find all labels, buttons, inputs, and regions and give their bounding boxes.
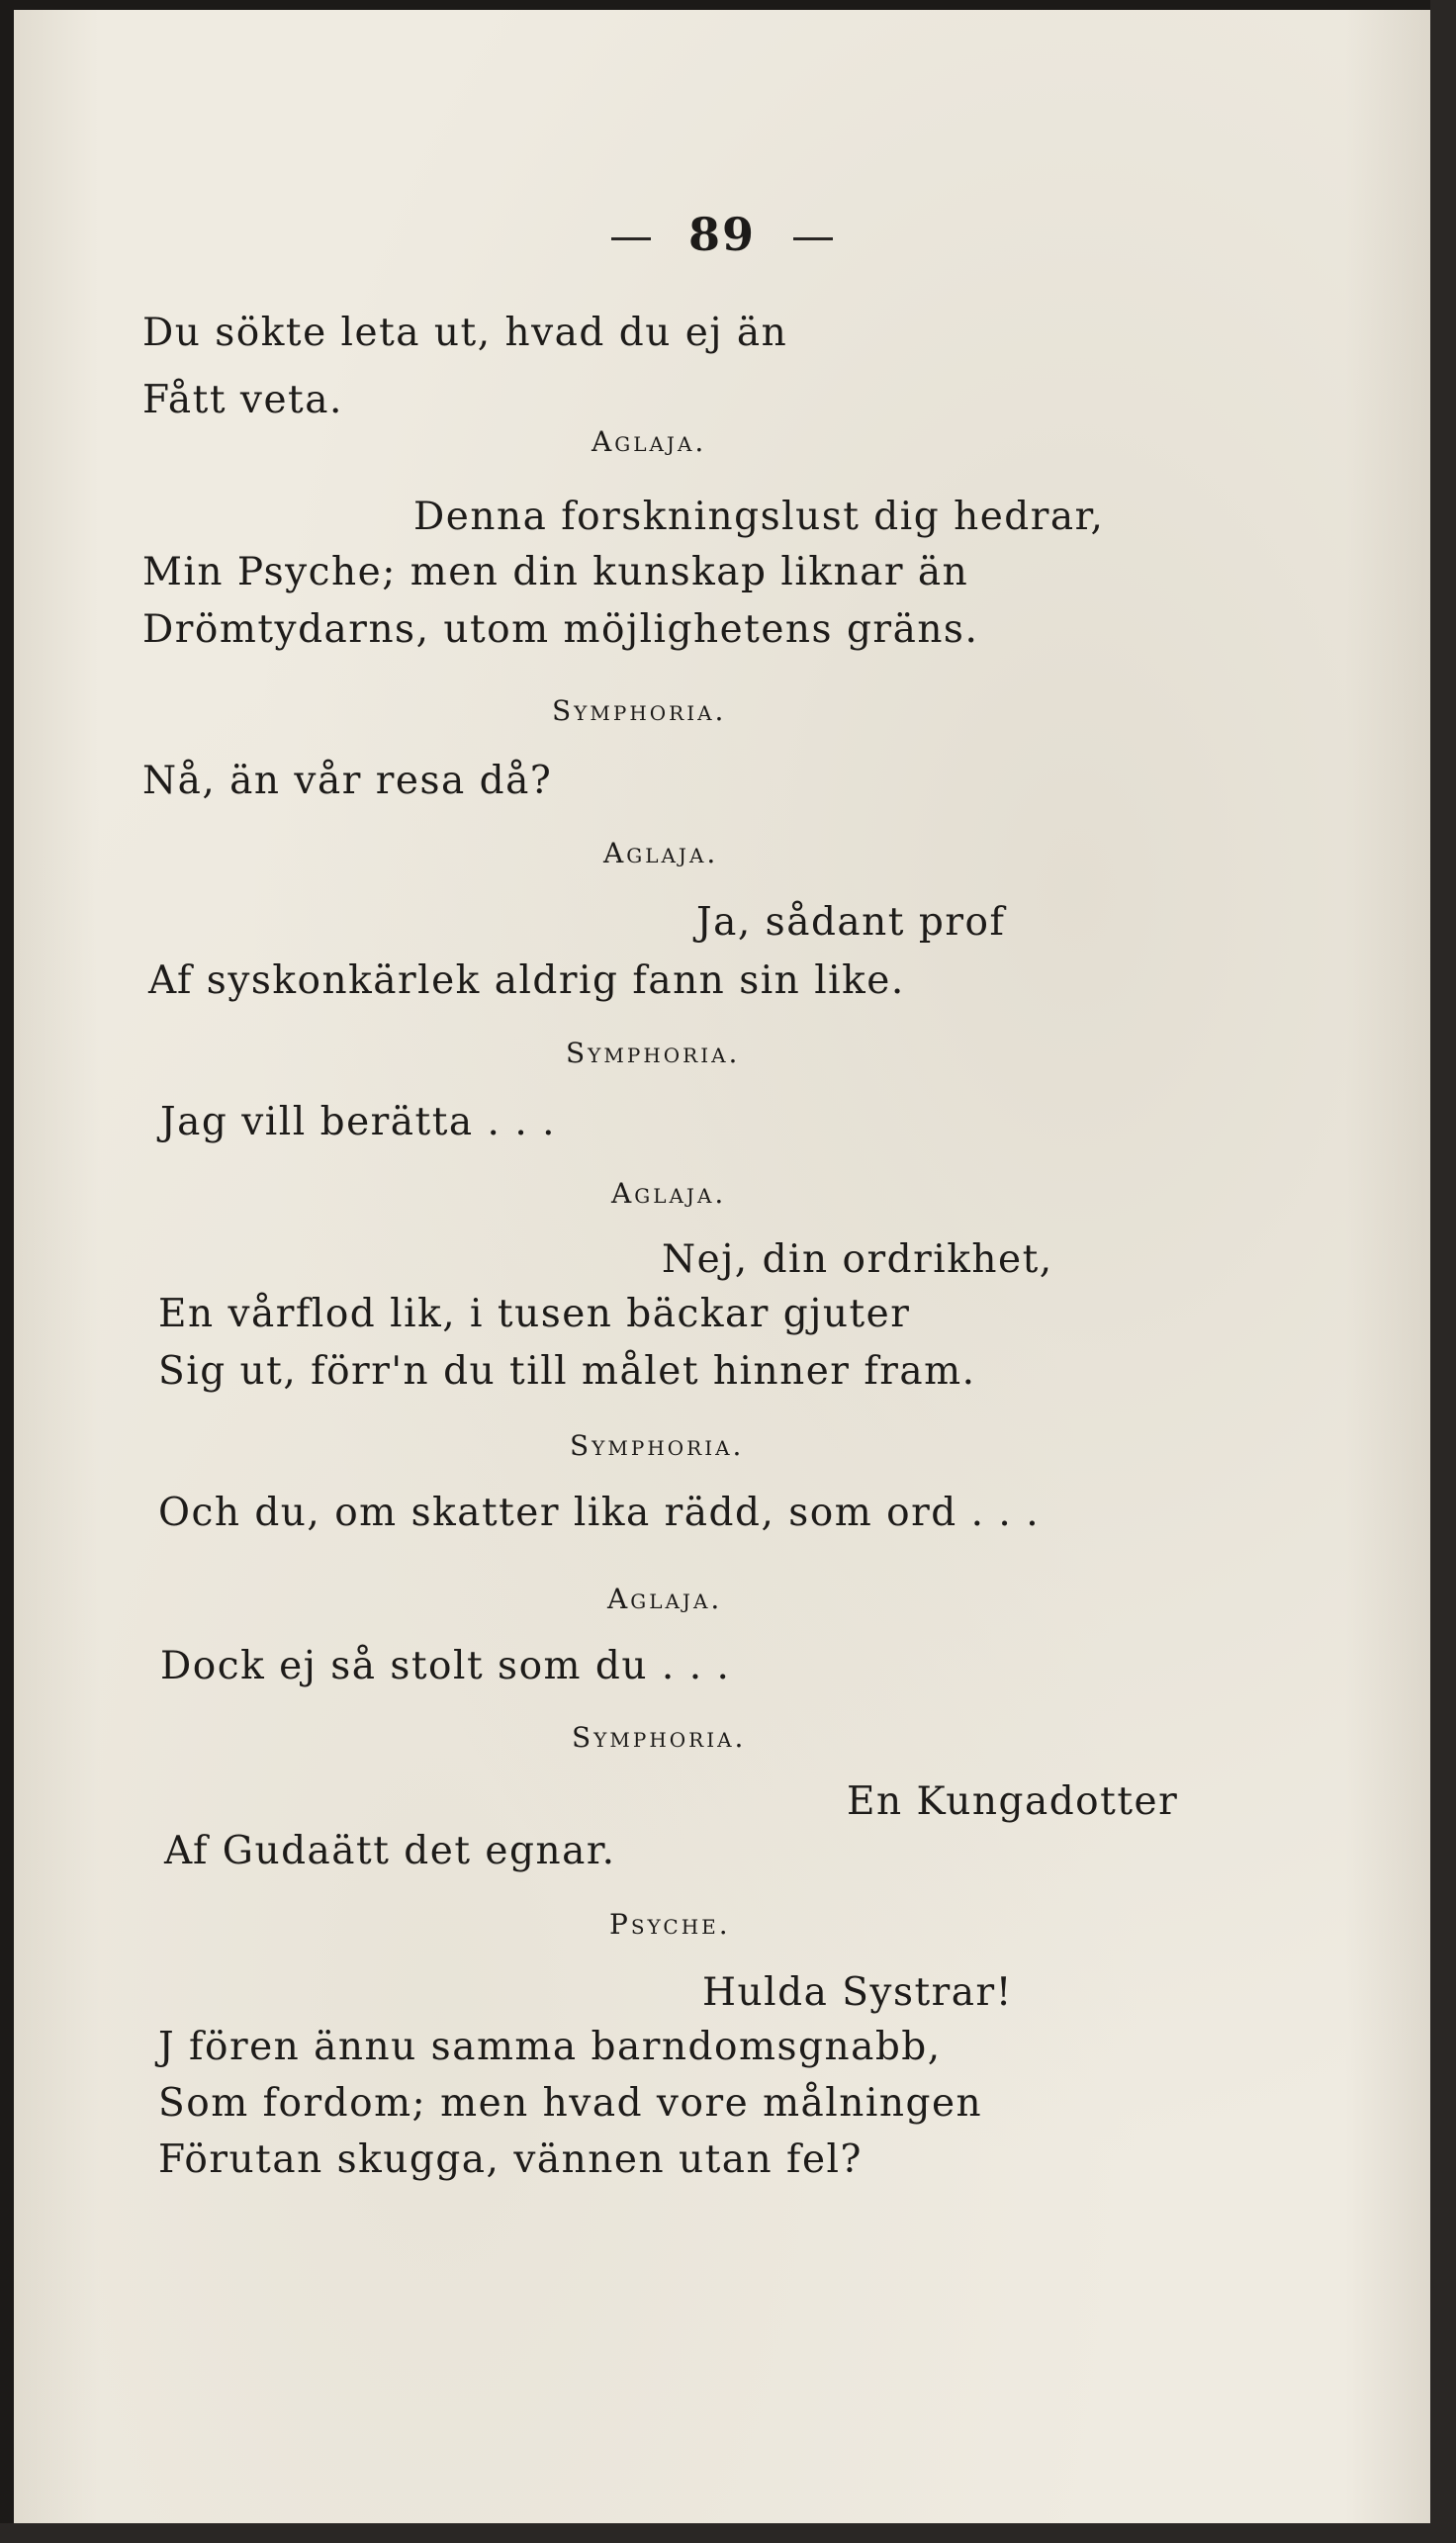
speaker-name: Symphoria. (552, 694, 727, 727)
header-dash-left (611, 237, 651, 240)
speaker-name: Aglaja. (592, 425, 707, 458)
speaker-name: Symphoria. (572, 1721, 747, 1754)
verse-line: Och du, om skatter lika rädd, som ord . . . (158, 1491, 1041, 1535)
speaker-name: Symphoria. (566, 1037, 741, 1069)
header-dash-right (793, 237, 833, 240)
verse-line: Som fordom; men hvad vore målningen (158, 2081, 983, 2126)
verse-line: Dock ej så stolt som du . . . (160, 1644, 731, 1688)
verse-line: Sig ut, förr'n du till målet hinner fram. (158, 1349, 976, 1394)
verse-line: Nå, än vår resa då? (142, 759, 553, 803)
verse-line: Förutan skugga, vännen utan fel? (158, 2137, 863, 2182)
speaker-name: Aglaja. (607, 1583, 723, 1615)
verse-line: Du sökte leta ut, hvad du ej än (142, 311, 788, 355)
verse-line: Nej, din ordrikhet, (662, 1237, 1053, 1282)
verse-line: Af Gudaätt det egnar. (164, 1829, 616, 1873)
page-edge-shadow (1430, 0, 1456, 2543)
verse-line: Af syskonkärlek aldrig fann sin like. (148, 958, 905, 1003)
verse-line: Jag vill berätta . . . (160, 1100, 557, 1144)
speaker-name: Psyche. (609, 1908, 731, 1941)
verse-line: En vårflod lik, i tusen bäckar gjuter (158, 1292, 911, 1336)
speaker-name: Aglaja. (611, 1177, 727, 1210)
verse-line: J fören ännu samma barndomsgnabb, (158, 2025, 942, 2069)
page-header (14, 208, 1430, 261)
page-number: 89 (687, 208, 756, 261)
verse-line: Hulda Systrar! (702, 1970, 1013, 2015)
book-page (14, 10, 1430, 2523)
speaker-name: Symphoria. (570, 1429, 745, 1462)
verse-line: Ja, sådant prof (696, 900, 1006, 945)
verse-line: Fått veta. (142, 378, 343, 422)
speaker-name: Aglaja. (603, 837, 719, 869)
verse-line: En Kungadotter (847, 1779, 1179, 1824)
verse-line: Drömtydarns, utom möjlighetens gräns. (142, 607, 979, 652)
verse-line: Min Psyche; men din kunskap liknar än (142, 550, 969, 594)
verse-line: Denna forskningslust dig hedrar, (413, 495, 1105, 539)
page-bottom-shadow (0, 2523, 1456, 2543)
